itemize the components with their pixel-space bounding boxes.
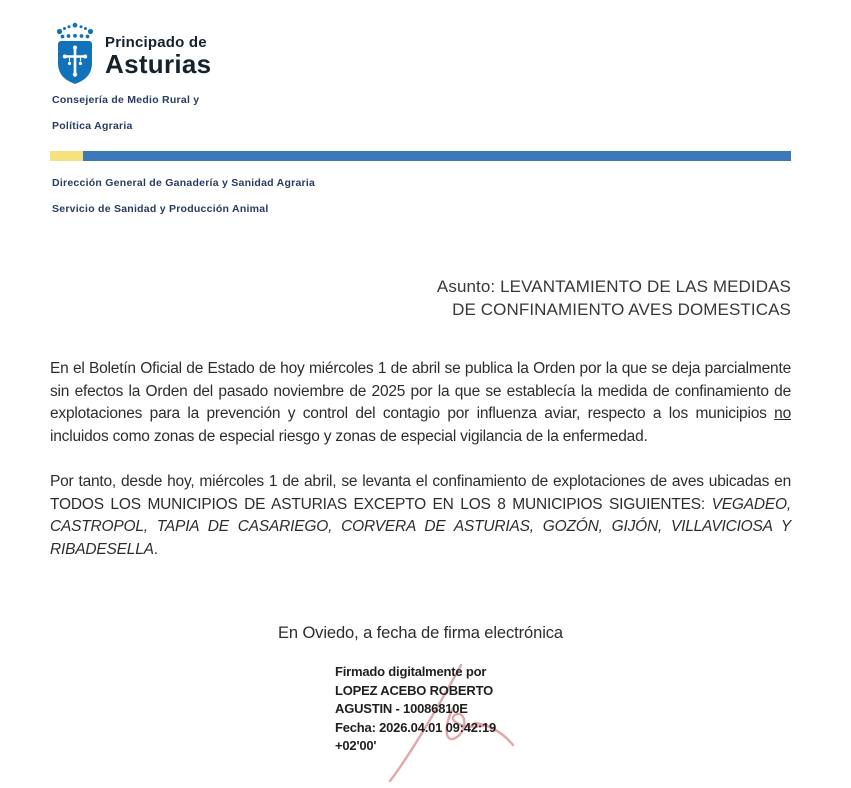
unit-name [52, 178, 315, 215]
logo-line1: Principado de [105, 34, 207, 51]
asturias-shield-crown-icon [55, 22, 95, 86]
department-line1: Consejería de Medio Rural y [52, 94, 200, 106]
paragraph-1 [50, 358, 791, 448]
signature-line3: AGUSTIN - 10086810E [335, 701, 468, 716]
logo-wordmark [105, 35, 211, 77]
paragraph-2 [50, 471, 791, 561]
letter-body [50, 358, 791, 561]
signature-line1: Firmado digitalmente por [335, 664, 487, 679]
asturias-logo [55, 22, 211, 86]
digital-signature-block [335, 663, 555, 783]
divider-yellow-segment [50, 151, 83, 161]
unit-line1: Dirección General de Ganadería y Sanidad Agraria [52, 177, 316, 189]
signature-line4: Fecha: 2026.04.01 09:42:19 [335, 719, 497, 735]
divider-blue-segment [83, 151, 791, 161]
subject-line2: DE CONFINAMIENTO AVES DOMESTICAS [452, 300, 791, 319]
department-name [52, 95, 199, 132]
paragraph-1-underlined-word: no [774, 405, 791, 422]
signature-line5: +02'00' [335, 738, 377, 753]
header-divider-bar [50, 151, 791, 161]
subject-heading [437, 275, 791, 321]
signature-text [335, 663, 555, 756]
paragraph-2-text: Por tanto, desde hoy, miércoles 1 de abril, se levanta el confinamiento de explotaciones de aves ubicadas en TODOS LOS MUNICIPIOS DE ASTURIAS EXCEPTO EN LOS 8 MUNICIPIOS SIGUIENTES: [50, 473, 791, 513]
paragraph-2-period: . [153, 540, 158, 558]
logo-line2: Asturias [105, 49, 212, 79]
signature-line2: LOPEZ ACEBO ROBERTO [335, 682, 493, 698]
department-line2: Política Agraria [52, 120, 133, 132]
paragraph-1-text: En el Boletín Oficial de Estado de hoy miércoles 1 de abril se publica la Orden por la que se deja parcialmente sin efectos la Orden del pasado noviembre de 2025 por la que se establecía la medida de confinamiento de explotaciones para la prevención y control del contagio por influenza aviar, respecto a los municipios [50, 360, 791, 422]
paragraph-2-municipality-list: VEGADEO, CASTROPOL, TAPIA DE CASARIEGO, CORVERA DE ASTURIAS, GOZÓN, GIJÓN, VILLAVICIOSA Y RIBADESELLA [50, 495, 791, 558]
subject-line1: Asunto: LEVANTAMIENTO DE LAS MEDIDAS [436, 277, 791, 296]
unit-line2: Servicio de Sanidad y Producción Animal [52, 203, 269, 215]
closing-line: En Oviedo, a fecha de firma electrónica [277, 624, 563, 642]
paragraph-1-text-after: incluidos como zonas de especial riesgo y zonas de especial vigilancia de la enfermedad. [50, 427, 648, 445]
